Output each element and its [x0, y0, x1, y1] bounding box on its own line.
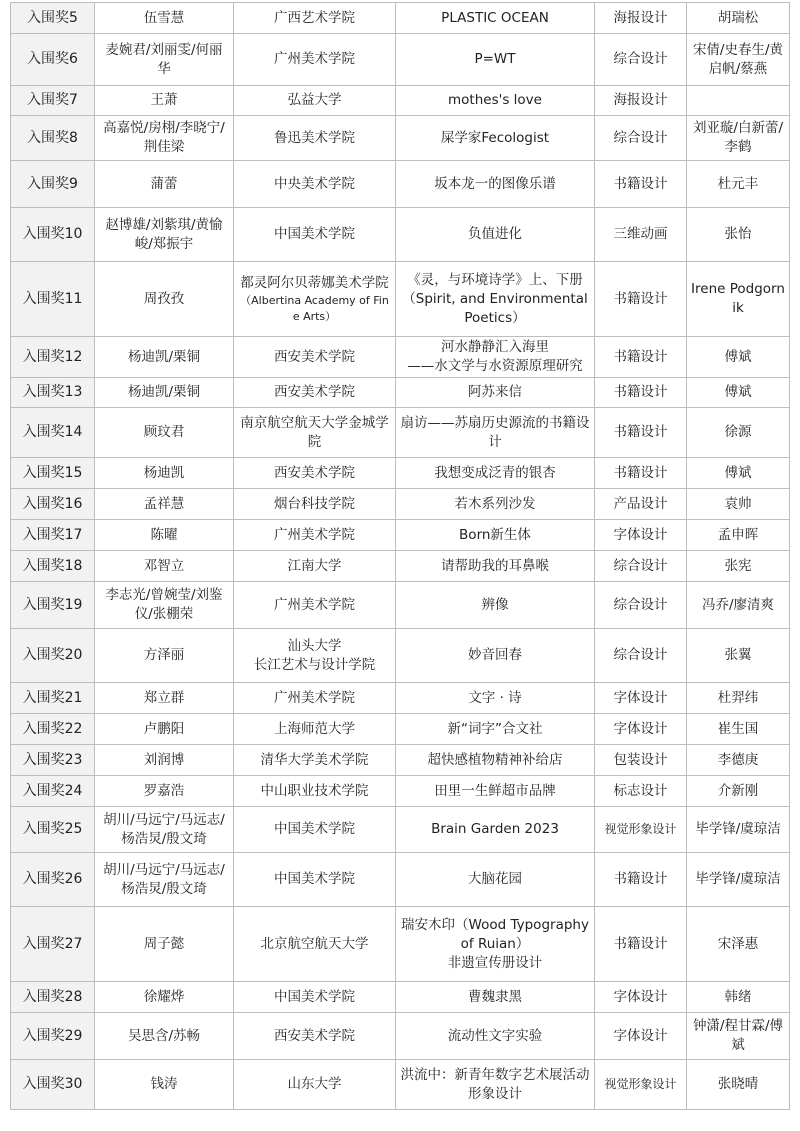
tutor-cell: 毕学锋/虞琼洁 [687, 807, 790, 853]
finalist-table-body [11, 3, 790, 1110]
work-title-cell [396, 776, 595, 807]
work-title-line: （Spirit, and Environmental Poetics） [402, 290, 588, 326]
tutor-cell [687, 86, 790, 116]
table-row [11, 34, 790, 86]
work-title-line: 《灵，与环境诗学》上、下册 [407, 271, 583, 288]
category-cell: 视觉形象设计 [595, 1060, 687, 1110]
category-cell: 书籍设计 [595, 907, 687, 982]
school-line: 都灵阿尔贝蒂娜美术学院 [240, 274, 389, 291]
table-row [11, 629, 790, 683]
award-cell: 入围奖12 [11, 337, 95, 378]
tutor-cell: 张晓晴 [687, 1060, 790, 1110]
author-cell: 杨迪凯 [95, 458, 234, 489]
author-cell: 胡川/马远宁/马远志/杨浩炅/殷文琦 [95, 807, 234, 853]
work-title-cell [396, 337, 595, 378]
award-cell: 入围奖23 [11, 745, 95, 776]
school-line: 山东大学 [287, 1076, 342, 1092]
school-cell [234, 776, 396, 807]
table-row [11, 86, 790, 116]
award-cell: 入围奖14 [11, 408, 95, 458]
table-row [11, 907, 790, 982]
category-cell: 标志设计 [595, 776, 687, 807]
award-cell: 入围奖5 [11, 3, 95, 34]
table-row [11, 161, 790, 208]
author-cell: 杨迪凯/栗铜 [95, 378, 234, 408]
table-row [11, 683, 790, 714]
category-cell: 书籍设计 [595, 262, 687, 337]
table-row [11, 1060, 790, 1110]
school-line: 鲁迅美术学院 [274, 129, 355, 146]
award-cell: 入围奖8 [11, 116, 95, 161]
school-cell [234, 34, 396, 86]
category-cell: 综合设计 [595, 116, 687, 161]
tutor-cell: 韩绪 [687, 982, 790, 1013]
school-line: 南京航空航天大学金城学院 [240, 414, 389, 450]
category-cell: 字体设计 [595, 683, 687, 714]
work-title-line: 辨像 [481, 596, 509, 613]
tutor-cell: 冯乔/廖清爽 [687, 582, 790, 629]
school-cell [234, 3, 396, 34]
category-cell: 产品设计 [595, 489, 687, 520]
category-cell: 综合设计 [595, 582, 687, 629]
school-cell [234, 1060, 396, 1110]
tutor-cell: 张怡 [687, 208, 790, 262]
tutor-cell: 傅斌 [687, 378, 790, 408]
category-cell: 书籍设计 [595, 458, 687, 489]
category-cell: 字体设计 [595, 1013, 687, 1060]
school-cell [234, 982, 396, 1013]
work-title-cell [396, 408, 595, 458]
work-title-line: 田里一生鲜超市品牌 [434, 782, 556, 799]
school-line: 弘益大学 [287, 92, 342, 108]
tutor-cell: 宋倩/史春生/黄启帆/蔡燕 [687, 34, 790, 86]
work-title-line: 河水静静汇入海里 [441, 339, 549, 355]
work-title-cell [396, 489, 595, 520]
work-title-line: 非遗宣传册设计 [447, 954, 543, 971]
work-title-line: Born新生体 [459, 526, 531, 543]
category-cell: 书籍设计 [595, 161, 687, 208]
table-row [11, 520, 790, 551]
work-title-line: 屎学家Fecologist [440, 129, 550, 146]
work-title-line: 曹魏隶黑 [468, 988, 522, 1005]
category-cell: 书籍设计 [595, 408, 687, 458]
award-cell: 入围奖29 [11, 1013, 95, 1060]
category-cell: 包装设计 [595, 745, 687, 776]
award-cell: 入围奖30 [11, 1060, 95, 1110]
author-cell: 方泽丽 [95, 629, 234, 683]
author-cell: 陈曜 [95, 520, 234, 551]
school-cell [234, 907, 396, 982]
award-cell: 入围奖21 [11, 683, 95, 714]
work-title-line: 瑞安木印（Wood Typography of Ruian） [401, 916, 589, 952]
school-cell [234, 262, 396, 337]
tutor-cell: 杜元丰 [687, 161, 790, 208]
author-cell: 周孜孜 [95, 262, 234, 337]
award-cell: 入围奖19 [11, 582, 95, 629]
work-title-cell [396, 378, 595, 408]
author-cell: 罗嘉浩 [95, 776, 234, 807]
category-cell: 综合设计 [595, 34, 687, 86]
work-title-cell [396, 745, 595, 776]
school-line: 西安美术学院 [274, 1027, 355, 1044]
category-cell: 综合设计 [595, 629, 687, 683]
award-cell: 入围奖16 [11, 489, 95, 520]
school-cell [234, 337, 396, 378]
work-title-cell [396, 262, 595, 337]
work-title-line: 阿苏来信 [468, 384, 522, 400]
author-cell: 伍雪慧 [95, 3, 234, 34]
work-title-cell [396, 714, 595, 745]
school-cell [234, 208, 396, 262]
school-line: 中国美术学院 [274, 988, 355, 1005]
award-cell: 入围奖9 [11, 161, 95, 208]
work-title-cell [396, 3, 595, 34]
tutor-cell: 孟申晖 [687, 520, 790, 551]
work-title-cell [396, 629, 595, 683]
award-cell: 入围奖7 [11, 86, 95, 116]
school-line: 清华大学美术学院 [260, 751, 369, 768]
school-cell [234, 489, 396, 520]
school-line: 广州美术学院 [274, 689, 355, 706]
work-title-line: ——水文学与水资源原理研究 [407, 358, 583, 374]
author-cell: 赵博雄/刘紫琪/黄愉峻/郑振宇 [95, 208, 234, 262]
school-line: 广州美术学院 [274, 51, 355, 67]
work-title-cell [396, 683, 595, 714]
school-cell [234, 378, 396, 408]
tutor-cell: 宋泽惠 [687, 907, 790, 982]
school-line: 西安美术学院 [274, 384, 355, 400]
school-line: 中山职业技术学院 [260, 782, 369, 799]
work-title-cell [396, 208, 595, 262]
author-cell: 周子懿 [95, 907, 234, 982]
tutor-cell: 张宪 [687, 551, 790, 582]
school-line: 广西艺术学院 [274, 9, 355, 26]
work-title-line: 请帮助我的耳鼻喉 [441, 557, 549, 574]
table-row [11, 337, 790, 378]
award-cell: 入围奖11 [11, 262, 95, 337]
school-cell [234, 408, 396, 458]
work-title-cell [396, 520, 595, 551]
award-cell: 入围奖18 [11, 551, 95, 582]
tutor-cell: 傅斌 [687, 337, 790, 378]
table-row [11, 1013, 790, 1060]
author-cell: 王萧 [95, 86, 234, 116]
work-title-line: 我想变成泛青的银杏 [434, 464, 556, 481]
finalist-table [10, 2, 790, 1110]
award-cell: 入围奖10 [11, 208, 95, 262]
award-cell: 入围奖20 [11, 629, 95, 683]
work-title-cell [396, 582, 595, 629]
work-title-cell [396, 458, 595, 489]
table-row [11, 208, 790, 262]
work-title-cell [396, 907, 595, 982]
school-line: 中国美术学院 [274, 821, 355, 837]
category-cell: 字体设计 [595, 520, 687, 551]
table-row [11, 458, 790, 489]
table-row [11, 378, 790, 408]
school-line: 汕头大学 [287, 637, 342, 654]
work-title-cell [396, 161, 595, 208]
author-cell: 杨迪凯/栗铜 [95, 337, 234, 378]
tutor-cell: 傅斌 [687, 458, 790, 489]
tutor-cell: 李德庚 [687, 745, 790, 776]
school-line: 广州美术学院 [274, 596, 355, 613]
work-title-line: mothes's love [448, 92, 542, 108]
award-cell: 入围奖6 [11, 34, 95, 86]
category-cell: 综合设计 [595, 551, 687, 582]
category-cell: 海报设计 [595, 3, 687, 34]
tutor-cell: 介新刚 [687, 776, 790, 807]
school-cell [234, 1013, 396, 1060]
work-title-cell [396, 1060, 595, 1110]
award-cell: 入围奖27 [11, 907, 95, 982]
table-row [11, 116, 790, 161]
school-cell [234, 683, 396, 714]
school-line: 长江艺术与设计学院 [253, 656, 376, 673]
school-line: 北京航空航天大学 [260, 935, 369, 952]
school-cell [234, 458, 396, 489]
school-line: 中国美术学院 [274, 226, 355, 242]
work-title-line: PLASTIC OCEAN [441, 9, 549, 26]
work-title-cell [396, 853, 595, 907]
table-row [11, 408, 790, 458]
work-title-line: 妙音回春 [468, 647, 522, 663]
author-cell: 胡川/马远宁/马远志/杨浩炅/殷文琦 [95, 853, 234, 907]
award-cell: 入围奖22 [11, 714, 95, 745]
category-cell: 书籍设计 [595, 378, 687, 408]
school-cell [234, 745, 396, 776]
table-row [11, 853, 790, 907]
work-title-line: 文字 · 诗 [468, 689, 522, 706]
work-title-line: 负值进化 [468, 226, 522, 242]
work-title-line: 新“词字”合文社 [447, 720, 543, 737]
tutor-cell: Irene Podgornik [687, 262, 790, 337]
school-cell [234, 551, 396, 582]
author-cell: 麦婉君/刘丽雯/何丽华 [95, 34, 234, 86]
author-cell: 李志光/曾婉莹/刘鉴仪/张棚荣 [95, 582, 234, 629]
author-cell: 徐耀烨 [95, 982, 234, 1013]
award-cell: 入围奖15 [11, 458, 95, 489]
school-line: 广州美术学院 [274, 526, 355, 543]
school-line: 西安美术学院 [274, 348, 355, 365]
tutor-cell: 钟潇/程甘霖/傅斌 [687, 1013, 790, 1060]
tutor-cell: 张翼 [687, 629, 790, 683]
work-title-cell [396, 551, 595, 582]
author-cell: 钱涛 [95, 1060, 234, 1110]
work-title-cell [396, 86, 595, 116]
work-title-cell [396, 1013, 595, 1060]
school-cell [234, 161, 396, 208]
table-row [11, 807, 790, 853]
author-cell: 邓智立 [95, 551, 234, 582]
table-row [11, 262, 790, 337]
award-cell: 入围奖17 [11, 520, 95, 551]
author-cell: 吴思含/苏畅 [95, 1013, 234, 1060]
table-row [11, 3, 790, 34]
award-cell: 入围奖28 [11, 982, 95, 1013]
school-cell [234, 807, 396, 853]
work-title-line: 坂本龙一的图像乐谱 [434, 175, 556, 192]
award-cell: 入围奖13 [11, 378, 95, 408]
table-row [11, 551, 790, 582]
school-cell [234, 714, 396, 745]
school-line: 中央美术学院 [274, 175, 355, 192]
work-title-line: 若木系列沙发 [454, 495, 536, 512]
category-cell: 视觉形象设计 [595, 807, 687, 853]
tutor-cell: 胡瑞松 [687, 3, 790, 34]
tutor-cell: 毕学锋/虞琼洁 [687, 853, 790, 907]
school-cell [234, 520, 396, 551]
school-cell [234, 582, 396, 629]
table-row [11, 776, 790, 807]
work-title-line: 扇访——苏扇历史源流的书籍设计 [400, 414, 590, 450]
tutor-cell: 徐源 [687, 408, 790, 458]
author-cell: 孟祥慧 [95, 489, 234, 520]
table-row [11, 745, 790, 776]
award-cell: 入围奖24 [11, 776, 95, 807]
tutor-cell: 崔生国 [687, 714, 790, 745]
work-title-cell [396, 116, 595, 161]
work-title-line: 洪流中：新青年数字艺术展活动形象设计 [400, 1066, 590, 1102]
school-line: 中国美术学院 [274, 871, 355, 887]
work-title-cell [396, 982, 595, 1013]
author-cell: 顾玟君 [95, 408, 234, 458]
school-line: 西安美术学院 [274, 464, 355, 481]
school-cell [234, 116, 396, 161]
author-cell: 刘润博 [95, 745, 234, 776]
school-line: 烟台科技学院 [274, 495, 355, 512]
table-row [11, 489, 790, 520]
category-cell: 字体设计 [595, 982, 687, 1013]
award-cell: 入围奖26 [11, 853, 95, 907]
school-line: 上海师范大学 [274, 720, 355, 737]
work-title-line: P=WT [474, 51, 516, 67]
category-cell: 书籍设计 [595, 853, 687, 907]
category-cell: 书籍设计 [595, 337, 687, 378]
school-cell [234, 86, 396, 116]
tutor-cell: 袁帅 [687, 489, 790, 520]
author-cell: 郑立群 [95, 683, 234, 714]
author-cell: 蒲蕾 [95, 161, 234, 208]
category-cell: 三维动画 [595, 208, 687, 262]
table-row [11, 582, 790, 629]
school-line: 江南大学 [287, 557, 342, 574]
work-title-line: 超快感植物精神补给店 [427, 751, 563, 768]
work-title-cell [396, 34, 595, 86]
table-row [11, 714, 790, 745]
school-cell [234, 629, 396, 683]
work-title-line: Brain Garden 2023 [431, 821, 559, 837]
work-title-cell [396, 807, 595, 853]
category-cell: 海报设计 [595, 86, 687, 116]
school-cell [234, 853, 396, 907]
tutor-cell: 刘亚璇/白新蕾/李鹤 [687, 116, 790, 161]
tutor-cell: 杜羿纬 [687, 683, 790, 714]
award-cell: 入围奖25 [11, 807, 95, 853]
work-title-line: 流动性文字实验 [447, 1027, 543, 1044]
author-cell: 卢鹏阳 [95, 714, 234, 745]
work-title-line: 大脑花园 [468, 871, 522, 887]
table-row [11, 982, 790, 1013]
category-cell: 字体设计 [595, 714, 687, 745]
school-line: （Albertina Academy of Fine Arts） [240, 293, 389, 323]
author-cell: 高嘉悦/房栩/李晓宁/荆佳梁 [95, 116, 234, 161]
